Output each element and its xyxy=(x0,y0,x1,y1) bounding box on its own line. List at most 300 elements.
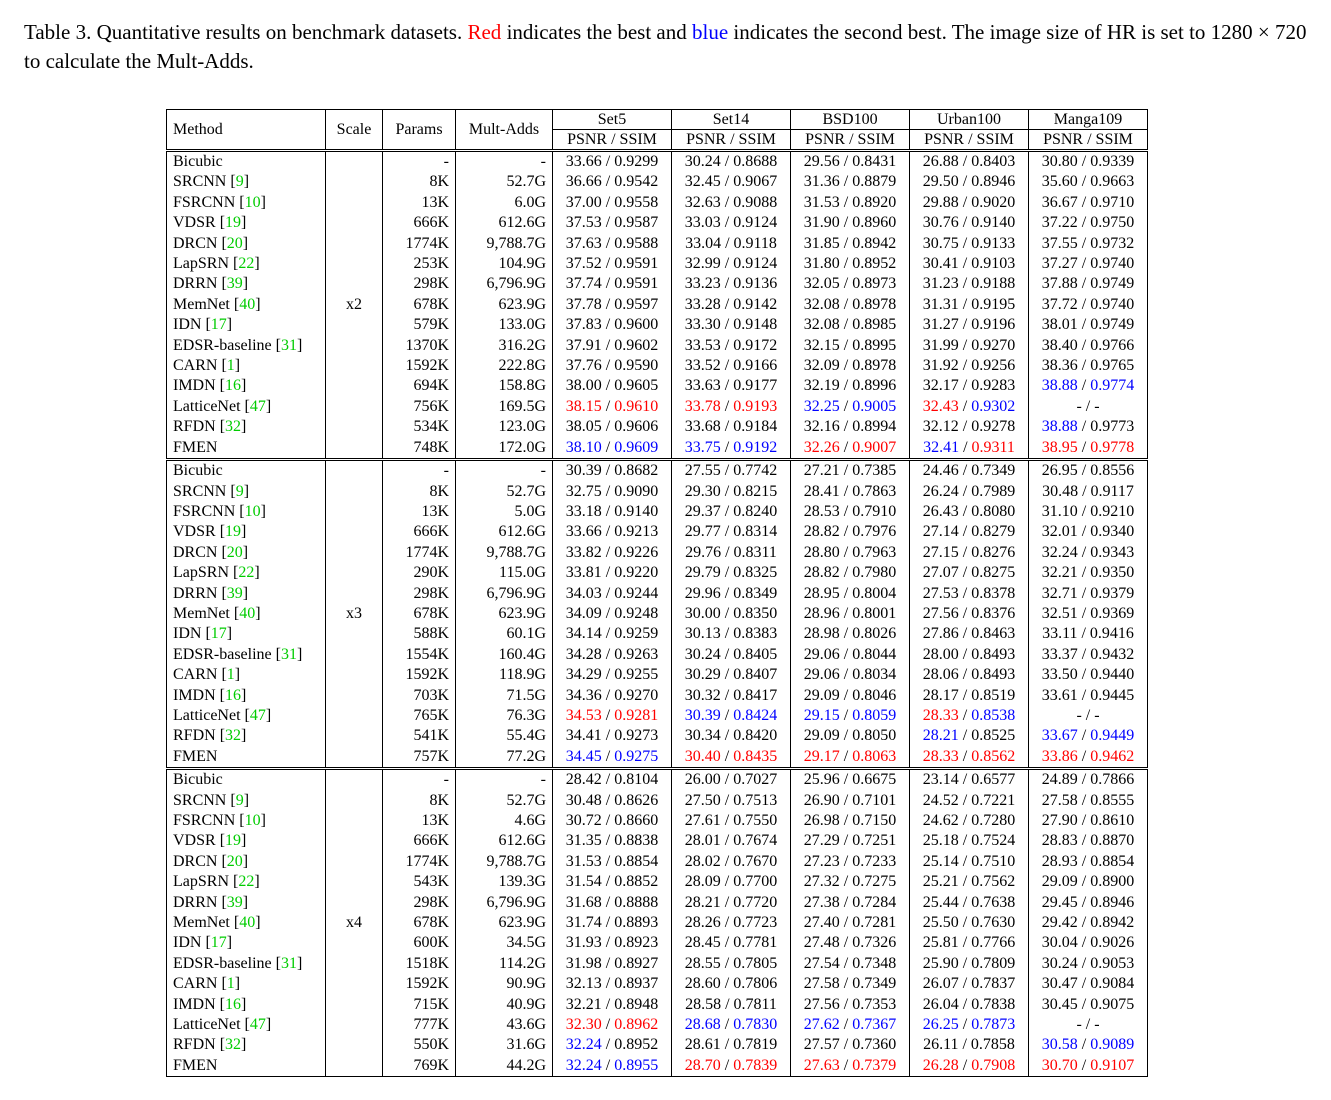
psnr-ssim-cell: 29.56 / 0.8431 xyxy=(791,151,910,173)
ssim-value: 0.9340 xyxy=(1090,523,1135,541)
table-row xyxy=(167,604,1148,624)
params-cell: 748K xyxy=(383,438,456,460)
ssim-value: 0.9053 xyxy=(1090,954,1135,972)
header-metric: PSNR / SSIM xyxy=(1029,130,1148,151)
multadds-cell: 40.9G xyxy=(456,995,553,1015)
psnr-ssim-cell: 35.60 / 0.9663 xyxy=(1041,173,1135,191)
method-name: FMEN xyxy=(173,438,218,456)
ssim-value: 0.8838 xyxy=(614,832,659,850)
ssim-value: 0.7830 xyxy=(733,1016,778,1034)
psnr-ssim-cell: 32.71 / 0.9379 xyxy=(1041,584,1135,602)
params-cell: 1554K xyxy=(383,645,456,665)
table-row xyxy=(167,397,1148,417)
ssim-value: 0.8378 xyxy=(971,584,1016,602)
scale-group-x3 xyxy=(167,460,1148,769)
ssim-value: 0.9177 xyxy=(733,377,778,395)
psnr-value: 31.53 xyxy=(565,852,602,870)
psnr-ssim-cell: 28.68 / 0.7830 xyxy=(672,1015,791,1035)
psnr-ssim-cell: 34.45 / 0.9275 xyxy=(553,747,672,769)
psnr-value: 26.24 xyxy=(922,482,959,500)
psnr-value: 33.28 xyxy=(684,295,721,313)
psnr-ssim-cell: 31.80 / 0.8952 xyxy=(791,254,910,274)
psnr-value: 23.14 xyxy=(922,771,959,789)
psnr-value: 30.47 xyxy=(1041,975,1078,993)
ssim-value: 0.8383 xyxy=(733,625,778,643)
ssim-value: 0.8946 xyxy=(1090,893,1135,911)
psnr-value: 28.09 xyxy=(684,873,721,891)
ssim-value: 0.7809 xyxy=(971,954,1016,972)
psnr-ssim-cell: 32.12 / 0.9278 xyxy=(910,417,1029,437)
params-cell: 678K xyxy=(383,295,456,315)
psnr-value: 29.76 xyxy=(685,543,722,561)
method-cell: LatticeNet [47] xyxy=(167,706,326,726)
multadds-cell: 222.8G xyxy=(456,356,553,376)
params-cell: 13K xyxy=(383,193,456,213)
psnr-ssim-cell: 27.62 / 0.7367 xyxy=(791,1015,910,1035)
table-row xyxy=(167,974,1148,994)
ssim-value: 0.8493 xyxy=(971,666,1016,684)
method-name: DRRN xyxy=(173,584,218,602)
psnr-value: 28.41 xyxy=(803,482,840,500)
psnr-value: 26.04 xyxy=(922,995,959,1013)
method-cell: SRCNN [9] xyxy=(167,482,326,502)
ssim-value: 0.9350 xyxy=(1090,564,1135,582)
ssim-value: 0.7550 xyxy=(733,812,778,829)
ssim-value: 0.8417 xyxy=(733,686,778,704)
ssim-value: 0.7348 xyxy=(852,954,897,972)
ssim-value: 0.7720 xyxy=(733,893,778,911)
citation-ref: 17 xyxy=(210,625,227,643)
psnr-value: 28.53 xyxy=(803,502,840,520)
psnr-ssim-cell: 26.00 / 0.7027 xyxy=(672,769,791,791)
ssim-value: 0.8660 xyxy=(614,812,659,829)
psnr-ssim-cell: 30.41 / 0.9103 xyxy=(910,254,1029,274)
method-cell: FSRCNN [10] xyxy=(167,502,326,522)
ssim-value: 0.9088 xyxy=(733,193,778,211)
ssim-value: 0.9255 xyxy=(614,666,659,684)
psnr-value: - xyxy=(1076,1016,1082,1034)
multadds-cell: 9,788.7G xyxy=(456,234,553,254)
psnr-ssim-cell: 32.19 / 0.8996 xyxy=(791,376,910,396)
psnr-ssim-cell: 30.24 / 0.9053 xyxy=(1041,954,1135,972)
ssim-value: 0.8870 xyxy=(1090,832,1135,850)
method-name: IMDN xyxy=(173,995,216,1013)
psnr-value: 27.29 xyxy=(803,832,840,850)
ssim-value: 0.9133 xyxy=(971,234,1016,252)
psnr-ssim-cell: 37.00 / 0.9558 xyxy=(553,193,672,213)
psnr-ssim-cell: 28.53 / 0.7910 xyxy=(791,502,910,522)
psnr-ssim-cell: 30.39 / 0.8682 xyxy=(553,460,672,482)
method-cell: FSRCNN [10] xyxy=(167,193,326,213)
params-cell: 756K xyxy=(383,397,456,417)
method-cell: RFDN [32] xyxy=(167,726,326,746)
psnr-value: 33.18 xyxy=(565,502,602,520)
ssim-value: 0.8376 xyxy=(971,604,1016,622)
psnr-value: 37.27 xyxy=(1041,255,1078,273)
citation-ref: 32 xyxy=(225,727,242,745)
multadds-cell: 115.0G xyxy=(456,563,553,583)
header-dataset-bsd100: BSD100 xyxy=(791,110,910,130)
psnr-ssim-cell: 27.48 / 0.7326 xyxy=(791,933,910,953)
psnr-value: 34.36 xyxy=(565,686,602,704)
ssim-value: 0.9587 xyxy=(614,214,659,232)
psnr-ssim-cell: 34.41 / 0.9273 xyxy=(553,726,672,746)
psnr-ssim-cell: 28.42 / 0.8104 xyxy=(553,769,672,791)
psnr-value: 29.96 xyxy=(684,584,721,602)
params-cell: 1592K xyxy=(383,356,456,376)
psnr-value: 33.81 xyxy=(565,564,602,582)
psnr-value: 32.75 xyxy=(565,482,602,500)
psnr-value: 33.82 xyxy=(565,543,602,561)
psnr-value: 28.33 xyxy=(922,706,959,724)
ssim-value: 0.7837 xyxy=(971,975,1016,993)
psnr-ssim-cell: 29.09 / 0.8900 xyxy=(1041,873,1135,891)
psnr-ssim-cell: 38.88 / 0.9773 xyxy=(1041,418,1135,436)
psnr-ssim-cell: 33.68 / 0.9184 xyxy=(672,417,791,437)
method-cell: DRCN [20] xyxy=(167,234,326,254)
psnr-ssim-cell: 28.80 / 0.7963 xyxy=(791,543,910,563)
psnr-value: 30.13 xyxy=(684,625,721,643)
citation-ref: 16 xyxy=(225,686,241,704)
ssim-value: 0.9089 xyxy=(1090,1036,1135,1054)
ssim-value: 0.7805 xyxy=(733,954,778,972)
psnr-ssim-cell: 25.18 / 0.7524 xyxy=(910,831,1029,851)
method-name: DRCN xyxy=(173,852,218,870)
psnr-ssim-cell: 25.21 / 0.7562 xyxy=(910,872,1029,892)
psnr-value: 28.06 xyxy=(922,666,959,684)
method-cell: MemNet [40] xyxy=(167,913,326,933)
psnr-value: 30.76 xyxy=(922,214,959,232)
psnr-ssim-cell: 33.50 / 0.9440 xyxy=(1041,666,1135,684)
psnr-ssim-cell: 28.02 / 0.7670 xyxy=(672,852,791,872)
ssim-value: 0.8610 xyxy=(1090,812,1135,829)
params-cell: 1370K xyxy=(383,336,456,356)
multadds-cell: 5.0G xyxy=(456,502,553,522)
caption-prefix: Table 3. Quantitative results on benchmark datasets. xyxy=(24,20,463,44)
ssim-value: 0.8276 xyxy=(971,543,1016,561)
psnr-value: 32.16 xyxy=(803,418,840,436)
ssim-value: 0.9299 xyxy=(614,153,659,170)
psnr-ssim-cell: 26.98 / 0.7150 xyxy=(791,811,910,831)
psnr-value: 29.06 xyxy=(803,666,840,684)
psnr-ssim-cell: 28.41 / 0.7863 xyxy=(791,482,910,502)
ssim-value: 0.7221 xyxy=(971,791,1016,809)
method-name: MemNet xyxy=(173,604,230,622)
psnr-value: 31.36 xyxy=(803,173,840,191)
psnr-value: 30.48 xyxy=(1042,482,1079,500)
ssim-value: 0.7281 xyxy=(852,914,897,932)
psnr-value: 29.37 xyxy=(684,502,721,520)
multadds-cell: 172.0G xyxy=(456,438,553,460)
ssim-value: 0.9090 xyxy=(614,482,659,500)
psnr-ssim-cell: 29.09 / 0.8046 xyxy=(791,686,910,706)
table-row xyxy=(167,502,1148,522)
psnr-value: 38.05 xyxy=(565,418,602,436)
psnr-ssim-cell: 38.36 / 0.9765 xyxy=(1041,357,1135,375)
psnr-ssim-cell: 25.50 / 0.7630 xyxy=(910,913,1029,933)
psnr-value: 32.05 xyxy=(803,275,840,293)
multadds-cell: 77.2G xyxy=(456,747,553,769)
psnr-value: 34.29 xyxy=(565,666,602,684)
psnr-value: 25.81 xyxy=(922,934,959,952)
psnr-value: 24.52 xyxy=(922,791,959,809)
psnr-ssim-cell: 31.53 / 0.8920 xyxy=(791,193,910,213)
psnr-value: 30.70 xyxy=(1041,1056,1078,1074)
psnr-value: 29.09 xyxy=(803,727,840,745)
ssim-value: 0.7811 xyxy=(733,995,777,1013)
method-cell: MemNet [40] xyxy=(167,295,326,315)
table-row xyxy=(167,482,1148,502)
ssim-value: 0.9192 xyxy=(733,438,778,456)
psnr-ssim-cell: 27.21 / 0.7385 xyxy=(791,460,910,482)
psnr-ssim-cell: 32.08 / 0.8985 xyxy=(791,315,910,335)
method-name: RFDN xyxy=(173,418,216,436)
ssim-value: 0.8973 xyxy=(852,275,897,293)
multadds-cell: 52.7G xyxy=(456,791,553,811)
params-cell: 8K xyxy=(383,791,456,811)
psnr-ssim-cell: 31.54 / 0.8852 xyxy=(553,872,672,892)
ssim-value: - xyxy=(1094,1016,1100,1034)
citation-ref: 39 xyxy=(226,275,243,293)
psnr-ssim-cell: 27.14 / 0.8279 xyxy=(910,522,1029,542)
method-cell: LapSRN [22] xyxy=(167,872,326,892)
psnr-value: 31.53 xyxy=(803,193,840,211)
method-cell: IMDN [16] xyxy=(167,686,326,706)
psnr-value: 34.14 xyxy=(565,625,602,643)
ssim-value: 0.7284 xyxy=(852,893,897,911)
method-cell: FSRCNN [10] xyxy=(167,811,326,831)
method-name: RFDN xyxy=(173,727,216,745)
ssim-value: 0.7806 xyxy=(733,975,778,993)
psnr-value: 27.21 xyxy=(803,462,840,480)
ssim-value: 0.8946 xyxy=(971,173,1016,191)
multadds-cell: 623.9G xyxy=(456,604,553,624)
citation-ref: 22 xyxy=(238,564,255,582)
ssim-value: 0.7838 xyxy=(971,995,1016,1013)
psnr-ssim-cell: 37.78 / 0.9597 xyxy=(553,295,672,315)
method-cell: EDSR-baseline [31] xyxy=(167,336,326,356)
ssim-value: 0.7910 xyxy=(852,502,897,520)
psnr-ssim-cell: 26.11 / 0.7858 xyxy=(910,1035,1029,1055)
ssim-value: 0.7630 xyxy=(971,914,1016,932)
table-row xyxy=(167,791,1148,811)
method-cell: CARN [1] xyxy=(167,356,326,376)
psnr-ssim-cell: 34.14 / 0.9259 xyxy=(553,624,672,644)
method-name: RFDN xyxy=(173,1036,216,1054)
ssim-value: 0.9339 xyxy=(1090,153,1135,170)
table-row xyxy=(167,1035,1148,1055)
psnr-value: 28.01 xyxy=(684,832,721,850)
psnr-ssim-cell: 24.89 / 0.7866 xyxy=(1041,771,1135,789)
method-name: DRRN xyxy=(173,275,218,293)
ssim-value: 0.7280 xyxy=(971,812,1016,829)
ssim-value: 0.9462 xyxy=(1090,747,1135,765)
table-row xyxy=(167,933,1148,953)
citation-ref: 1 xyxy=(226,357,235,375)
header-method: Method xyxy=(167,110,326,151)
psnr-ssim-cell: 25.14 / 0.7510 xyxy=(910,852,1029,872)
psnr-ssim-cell: - / - xyxy=(1076,397,1100,415)
psnr-value: 30.24 xyxy=(684,645,721,663)
citation-ref: 40 xyxy=(239,914,256,932)
psnr-value: 31.98 xyxy=(565,954,602,972)
psnr-value: 33.03 xyxy=(684,214,721,232)
psnr-value: 33.68 xyxy=(684,418,721,436)
psnr-value: 38.10 xyxy=(565,438,602,456)
psnr-ssim-cell: 29.15 / 0.8059 xyxy=(791,706,910,726)
psnr-ssim-cell: 28.98 / 0.8026 xyxy=(791,624,910,644)
ssim-value: 0.7674 xyxy=(733,832,778,850)
multadds-cell: 623.9G xyxy=(456,913,553,933)
ssim-value: 0.9166 xyxy=(733,357,778,375)
header-metric: PSNR / SSIM xyxy=(553,130,672,151)
psnr-value: 27.62 xyxy=(803,1016,840,1034)
psnr-ssim-cell: 32.75 / 0.9090 xyxy=(553,482,672,502)
method-name: SRCNN xyxy=(173,173,227,191)
ssim-value: 0.8104 xyxy=(614,771,659,789)
psnr-ssim-cell: 27.58 / 0.7349 xyxy=(791,974,910,994)
table-row xyxy=(167,254,1148,274)
table-row xyxy=(167,315,1148,335)
psnr-value: 33.50 xyxy=(1041,666,1078,684)
ssim-value: 0.8948 xyxy=(614,995,659,1013)
citation-ref: 9 xyxy=(235,482,244,500)
citation-ref: 20 xyxy=(226,234,243,252)
ssim-value: 0.9140 xyxy=(614,502,659,520)
ssim-value: 0.8004 xyxy=(852,584,897,602)
ssim-value: 0.8920 xyxy=(852,193,897,211)
psnr-ssim-cell: - / - xyxy=(1076,706,1100,724)
ssim-value: 0.7379 xyxy=(852,1056,897,1074)
psnr-ssim-cell: 26.24 / 0.7989 xyxy=(910,482,1029,502)
psnr-value: 38.15 xyxy=(565,397,602,415)
ssim-value: 0.7819 xyxy=(733,1036,778,1054)
multadds-cell: 90.9G xyxy=(456,974,553,994)
table-row xyxy=(167,995,1148,1015)
ssim-value: 0.8050 xyxy=(852,727,897,745)
ssim-value: 0.9432 xyxy=(1090,645,1135,663)
table-row xyxy=(167,417,1148,437)
psnr-value: 27.54 xyxy=(803,954,840,972)
psnr-value: 29.79 xyxy=(684,564,721,582)
ssim-value: 0.6675 xyxy=(852,771,897,789)
ssim-value: 0.9275 xyxy=(614,747,659,765)
params-cell: 678K xyxy=(383,604,456,624)
multadds-cell: 114.2G xyxy=(456,954,553,974)
ssim-value: 0.9311 xyxy=(971,438,1015,456)
psnr-value: 30.41 xyxy=(922,255,959,273)
psnr-value: 27.23 xyxy=(803,852,840,870)
psnr-value: 30.39 xyxy=(565,462,602,480)
ssim-value: 0.9148 xyxy=(733,316,778,334)
ssim-value: 0.8538 xyxy=(971,706,1016,724)
ssim-value: 0.9259 xyxy=(614,625,659,643)
psnr-ssim-cell: 34.03 / 0.9244 xyxy=(553,584,672,604)
ssim-value: 0.9213 xyxy=(614,523,659,541)
psnr-value: 36.66 xyxy=(565,173,602,191)
ssim-value: 0.9188 xyxy=(971,275,1016,293)
psnr-value: 37.74 xyxy=(565,275,602,293)
psnr-ssim-cell: 23.14 / 0.6577 xyxy=(910,769,1029,791)
method-cell: SRCNN [9] xyxy=(167,791,326,811)
psnr-value: 33.67 xyxy=(1041,727,1078,745)
ssim-value: 0.8431 xyxy=(852,153,897,170)
psnr-value: 30.72 xyxy=(565,812,602,829)
psnr-value: 31.92 xyxy=(922,357,959,375)
psnr-value: 30.45 xyxy=(1041,995,1078,1013)
psnr-value: 27.58 xyxy=(803,975,840,993)
psnr-value: 26.98 xyxy=(803,812,840,829)
psnr-ssim-cell: 27.86 / 0.8463 xyxy=(910,624,1029,644)
ssim-value: 0.8854 xyxy=(1090,852,1135,870)
citation-ref: 1 xyxy=(226,975,235,993)
psnr-ssim-cell: 29.79 / 0.8325 xyxy=(672,563,791,583)
ssim-value: 0.9663 xyxy=(1090,173,1135,191)
psnr-value: 32.41 xyxy=(923,438,960,456)
table-row xyxy=(167,193,1148,213)
method-cell: DRCN [20] xyxy=(167,852,326,872)
ssim-value: 0.8349 xyxy=(733,584,778,602)
psnr-ssim-cell: 31.98 / 0.8927 xyxy=(553,954,672,974)
psnr-value: 29.42 xyxy=(1041,914,1078,932)
psnr-ssim-cell: 29.09 / 0.8050 xyxy=(791,726,910,746)
ssim-value: 0.8555 xyxy=(1090,791,1135,809)
ssim-value: 0.7866 xyxy=(1090,771,1135,789)
psnr-value: 26.07 xyxy=(922,975,959,993)
params-cell: 765K xyxy=(383,706,456,726)
multadds-cell: 9,788.7G xyxy=(456,852,553,872)
psnr-ssim-cell: 25.81 / 0.7766 xyxy=(910,933,1029,953)
psnr-value: 28.83 xyxy=(1041,832,1078,850)
psnr-ssim-cell: 26.25 / 0.7873 xyxy=(910,1015,1029,1035)
psnr-value: 29.45 xyxy=(1041,893,1078,911)
multadds-cell: 139.3G xyxy=(456,872,553,892)
params-cell: - xyxy=(383,769,456,791)
header-params: Params xyxy=(383,110,456,151)
psnr-value: 30.32 xyxy=(684,686,721,704)
psnr-value: 28.82 xyxy=(803,523,840,541)
psnr-value: 38.36 xyxy=(1041,357,1078,375)
psnr-value: 27.56 xyxy=(922,604,959,622)
method-cell: VDSR [19] xyxy=(167,831,326,851)
method-name: IDN xyxy=(173,316,202,334)
psnr-value: 25.21 xyxy=(922,873,959,891)
psnr-ssim-cell: 38.15 / 0.9610 xyxy=(553,397,672,417)
table-row xyxy=(167,438,1148,460)
psnr-value: 27.56 xyxy=(803,995,840,1013)
psnr-ssim-cell: 33.18 / 0.9140 xyxy=(553,502,672,522)
ssim-value: 0.8952 xyxy=(614,1036,659,1054)
params-cell: 678K xyxy=(383,913,456,933)
ssim-value: 0.9026 xyxy=(1090,934,1135,952)
multadds-cell: 71.5G xyxy=(456,686,553,706)
psnr-value: 28.45 xyxy=(684,934,721,952)
multadds-cell: 76.3G xyxy=(456,706,553,726)
citation-ref: 47 xyxy=(249,397,266,415)
method-cell: VDSR [19] xyxy=(167,213,326,233)
ssim-value: 0.7360 xyxy=(852,1036,897,1054)
multadds-cell: 6.0G xyxy=(456,193,553,213)
psnr-ssim-cell: 27.61 / 0.7550 xyxy=(672,811,791,831)
psnr-ssim-cell: 31.92 / 0.9256 xyxy=(910,356,1029,376)
psnr-ssim-cell: 28.60 / 0.7806 xyxy=(672,974,791,994)
psnr-value: 33.11 xyxy=(1042,625,1078,643)
table-row xyxy=(167,543,1148,563)
psnr-value: 24.89 xyxy=(1041,771,1078,789)
citation-ref: 9 xyxy=(235,173,244,191)
psnr-value: 31.80 xyxy=(803,255,840,273)
psnr-ssim-cell: 28.17 / 0.8519 xyxy=(910,686,1029,706)
